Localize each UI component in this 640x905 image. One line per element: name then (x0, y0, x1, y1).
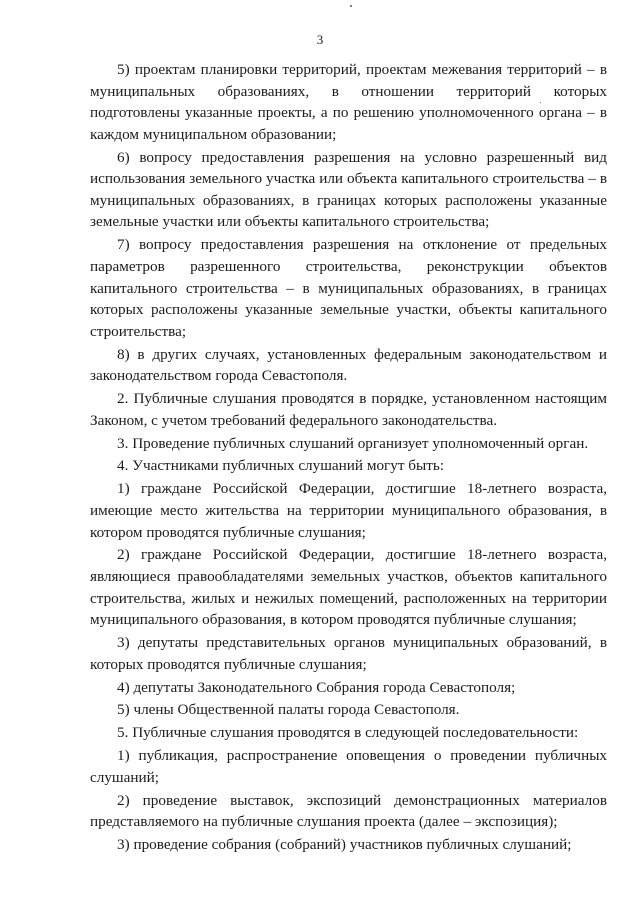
paragraph: 3) проведение собрания (собраний) участников публичных слушаний; (117, 836, 572, 854)
page-number: 3 (316, 32, 324, 47)
paragraph: 3) депутаты представительных органов муниципальных образований, в которых проводятся публичные слушания; (90, 634, 607, 673)
paragraph: 5) проектам планировки территорий, проектам межевания территорий – в муниципальных образованиях, в отношении территорий которых подготовлены указанные проекты, а по решению уполномоченного органа – в каждом муниципальном образовании; (90, 61, 607, 143)
paragraph: 1) публикация, распространение оповещения о проведении публичных слушаний; (90, 747, 607, 786)
paragraph: 6) вопросу предоставления разрешения на условно разрешенный вид использования земельного участка или объекта капитального строительства – в муниципальных образованиях, в границах которых расположены указанные земельные участки или объекты капитального строительства; (90, 148, 607, 231)
paragraph: 5) члены Общественной палаты города Севастополя. (117, 701, 460, 719)
document-body (90, 59, 607, 857)
paragraph: 2) граждане Российской Федерации, достигшие 18-летнего возраста, являющиеся правообладателями земельных участков, объектов капитального строительства, жилых и нежилых помещений, расположенных на территории муниципального образования, в котором проводятся публичные слушания; (90, 546, 607, 629)
paragraph: 5. Публичные слушания проводятся в следующей последовательности: (117, 724, 579, 742)
paragraph: 4) депутаты Законодательного Собрания города Севастополя; (117, 678, 516, 696)
paragraph: 8) в других случаях, установленных федеральным законодательством и законодательством города Севастополя. (90, 345, 607, 385)
paragraph: 7) вопросу предоставления разрешения на отклонение от предельных параметров разрешенного строительства, реконструкции объектов капитального строительства – в муниципальных образованиях, в границах которых расположены указанные земельные участки, объекты капитального строительства; (90, 236, 607, 340)
paragraph: 4. Участниками публичных слушаний могут быть: (117, 457, 445, 475)
paragraph: 2. Публичные слушания проводятся в порядке, установленном настоящим Законом, с учетом требований федерального законодательства. (90, 390, 607, 429)
scan-speck (540, 102, 541, 103)
paragraph: 1) граждане Российской Федерации, достигшие 18-летнего возраста, имеющие место жительства на территории муниципального образования, в котором проводятся публичные слушания; (90, 480, 607, 541)
paragraph: 3. Проведение публичных слушаний организует уполномоченный орган. (117, 434, 589, 452)
scan-speck (350, 5, 352, 7)
paragraph: 2) проведение выставок, экспозиций демонстрационных материалов представляемого на публичные слушания проекта (далее – экспозиция); (90, 791, 607, 831)
